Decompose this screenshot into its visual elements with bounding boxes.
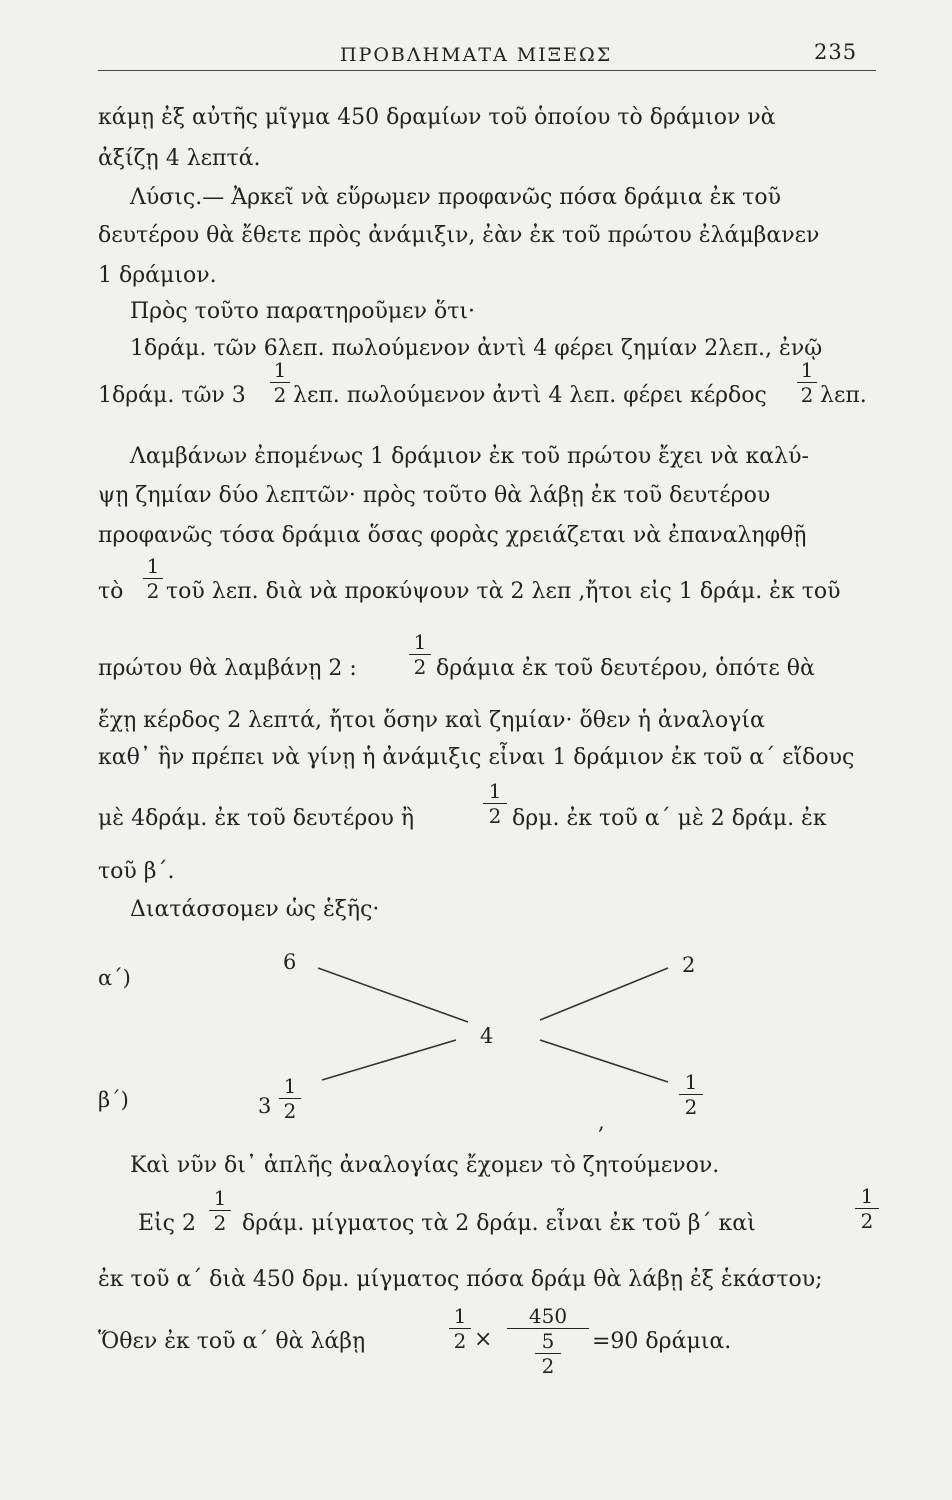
fraction-numerator: 1 [213, 1186, 227, 1210]
text-line: ἔχῃ κέρδος 2 λεπτά, ἤτοι ὅσην καὶ ζημίαν· ὅθεν ἡ ἀναλογία [98, 708, 765, 733]
compound-fraction [506, 1304, 590, 1378]
text-line: μὲ 4δράμ. ἐκ τοῦ δευτέρου ἢ [98, 806, 415, 831]
text-line: ἀξίζῃ 4 λεπτά. [98, 146, 261, 171]
running-header-title: ΠΡΟΒΛΗΜΑΤΑ ΜΙΞΕΩΣ [340, 44, 613, 66]
text-line: λεπ. πωλούμενον ἀντὶ 4 λεπ. φέρει κέρδος [293, 383, 767, 408]
fraction-half [448, 1304, 472, 1353]
fraction-denominator: 2 [800, 383, 814, 407]
fraction-denominator: 2 [273, 383, 287, 407]
text-line: τὸ [98, 579, 124, 604]
fraction-denominator: 2 [146, 579, 160, 603]
text-line: λεπ. [820, 383, 867, 408]
fraction-denominator: 2 [413, 655, 427, 679]
fraction-denominator: 2 [860, 1209, 874, 1233]
fraction-numerator: 1 [453, 1304, 467, 1328]
text-line: τοῦ β΄. [98, 859, 175, 884]
inner-fraction [506, 1329, 590, 1378]
fraction-numerator: 1 [800, 358, 814, 382]
diagram-bottom-right-fraction [678, 1070, 704, 1119]
diagram-center-price: 4 [480, 1024, 494, 1048]
text-line: Λύσις.— Ἀρκεῖ νὰ εὕρωμεν προφανῶς πόσα δράμια ἐκ τοῦ [130, 185, 781, 210]
text-line: Εἰς 2 [138, 1211, 196, 1236]
text-line: ἐκ τοῦ α΄ διὰ 450 δρμ. μίγματος πόσα δράμ θὰ λάβῃ ἐξ ἑκάστου; [98, 1267, 823, 1292]
text-line: καθ᾽ ἣν πρέπει νὰ γίνῃ ἡ ἀνάμιξις εἶναι 1 δράμιον ἐκ τοῦ α΄ εἴδους [98, 745, 855, 770]
fraction-numerator: 1 [413, 630, 427, 654]
fraction-numerator: 1 [273, 358, 287, 382]
text-line: Ὅθεν ἐκ τοῦ α΄ θὰ λάβῃ [98, 1329, 366, 1354]
fraction-denominator: 2 [453, 1329, 467, 1353]
text-line: πρώτου θὰ λαμβάνῃ 2 : [98, 656, 357, 681]
diagram-top-left-price: 6 [283, 950, 297, 974]
page-number: 235 [814, 40, 858, 64]
inner-denominator: 2 [541, 1354, 555, 1378]
text-line: Λαμβάνων ἐπομένως 1 δράμιον ἐκ τοῦ πρώτου ἔχει νὰ καλύ- [130, 444, 809, 469]
inner-numerator: 5 [541, 1329, 555, 1353]
fraction-denominator: 2 [684, 1095, 698, 1119]
text-line: τοῦ λεπ. διὰ νὰ προκύψουν τὰ 2 λεπ ,ἤτοι εἰς 1 δράμ. ἐκ τοῦ [166, 579, 841, 604]
fraction-numerator: 1 [684, 1070, 698, 1094]
fraction-numerator: 1 [146, 554, 160, 578]
times-sign: × [474, 1327, 493, 1352]
diagram-bottom-left-fraction [278, 1074, 302, 1123]
text-line: 1δράμ. τῶν 3 [98, 383, 246, 408]
fraction-numerator: 1 [488, 779, 502, 803]
fraction-half [854, 1184, 880, 1233]
fraction-denominator: 2 [488, 804, 502, 828]
fraction-numerator: 450 [528, 1304, 568, 1328]
fraction-denominator: 2 [283, 1099, 297, 1123]
fraction-numerator: 1 [283, 1074, 297, 1098]
text-line: 1 δράμιον. [98, 263, 217, 288]
diagram-bottom-left-whole: 3 [258, 1094, 272, 1118]
text-line: κάμῃ ἐξ αὐτῆς μῖγμα 450 δραμίων τοῦ ὁποίου τὸ δράμιον νὰ [98, 105, 776, 130]
diagram-top-right-value: 2 [682, 953, 696, 977]
text-line: 1δράμ. τῶν 6λεπ. πωλούμενον ἀντὶ 4 φέρει ζημίαν 2λεπ., ἐνῷ [130, 336, 823, 361]
fraction-numerator: 1 [860, 1184, 874, 1208]
text-line: δράμια ἐκ τοῦ δευτέρου, ὁπότε θὰ [436, 656, 815, 681]
text-line: Διατάσσομεν ὡς ἑξῆς· [130, 897, 380, 922]
diagram-label-b: β΄) [98, 1088, 129, 1112]
text-line: δευτέρου θὰ ἔθετε πρὸς ἀνάμιξιν, ἐὰν ἐκ τοῦ πρώτου ἐλάμβανεν [98, 223, 820, 248]
text-line: ψῃ ζημίαν δύο λεπτῶν· πρὸς τοῦτο θὰ λάβῃ ἐκ τοῦ δευτέρου [98, 483, 771, 508]
text-line: δράμ. μίγματος τὰ 2 δράμ. εἶναι ἐκ τοῦ β΄ καὶ [242, 1211, 756, 1236]
diagram-label-a: α΄) [98, 966, 131, 990]
text-line: προφανῶς τόσα δράμια ὅσας φορὰς χρειάζεται νὰ ἐπαναληφθῇ [98, 523, 807, 548]
text-line: =90 δράμια. [592, 1329, 732, 1354]
diagram-comma: , [598, 1110, 605, 1134]
text-line: Καὶ νῦν δι᾽ ἁπλῆς ἀναλογίας ἔχομεν τὸ ζητούμενον. [130, 1153, 720, 1178]
text-line: Πρὸς τοῦτο παρατηροῦμεν ὅτι· [130, 299, 475, 324]
fraction-denominator: 2 [213, 1211, 227, 1235]
text-line: δρμ. ἐκ τοῦ α΄ μὲ 2 δράμ. ἐκ [512, 806, 827, 831]
fraction-half [208, 1186, 232, 1235]
